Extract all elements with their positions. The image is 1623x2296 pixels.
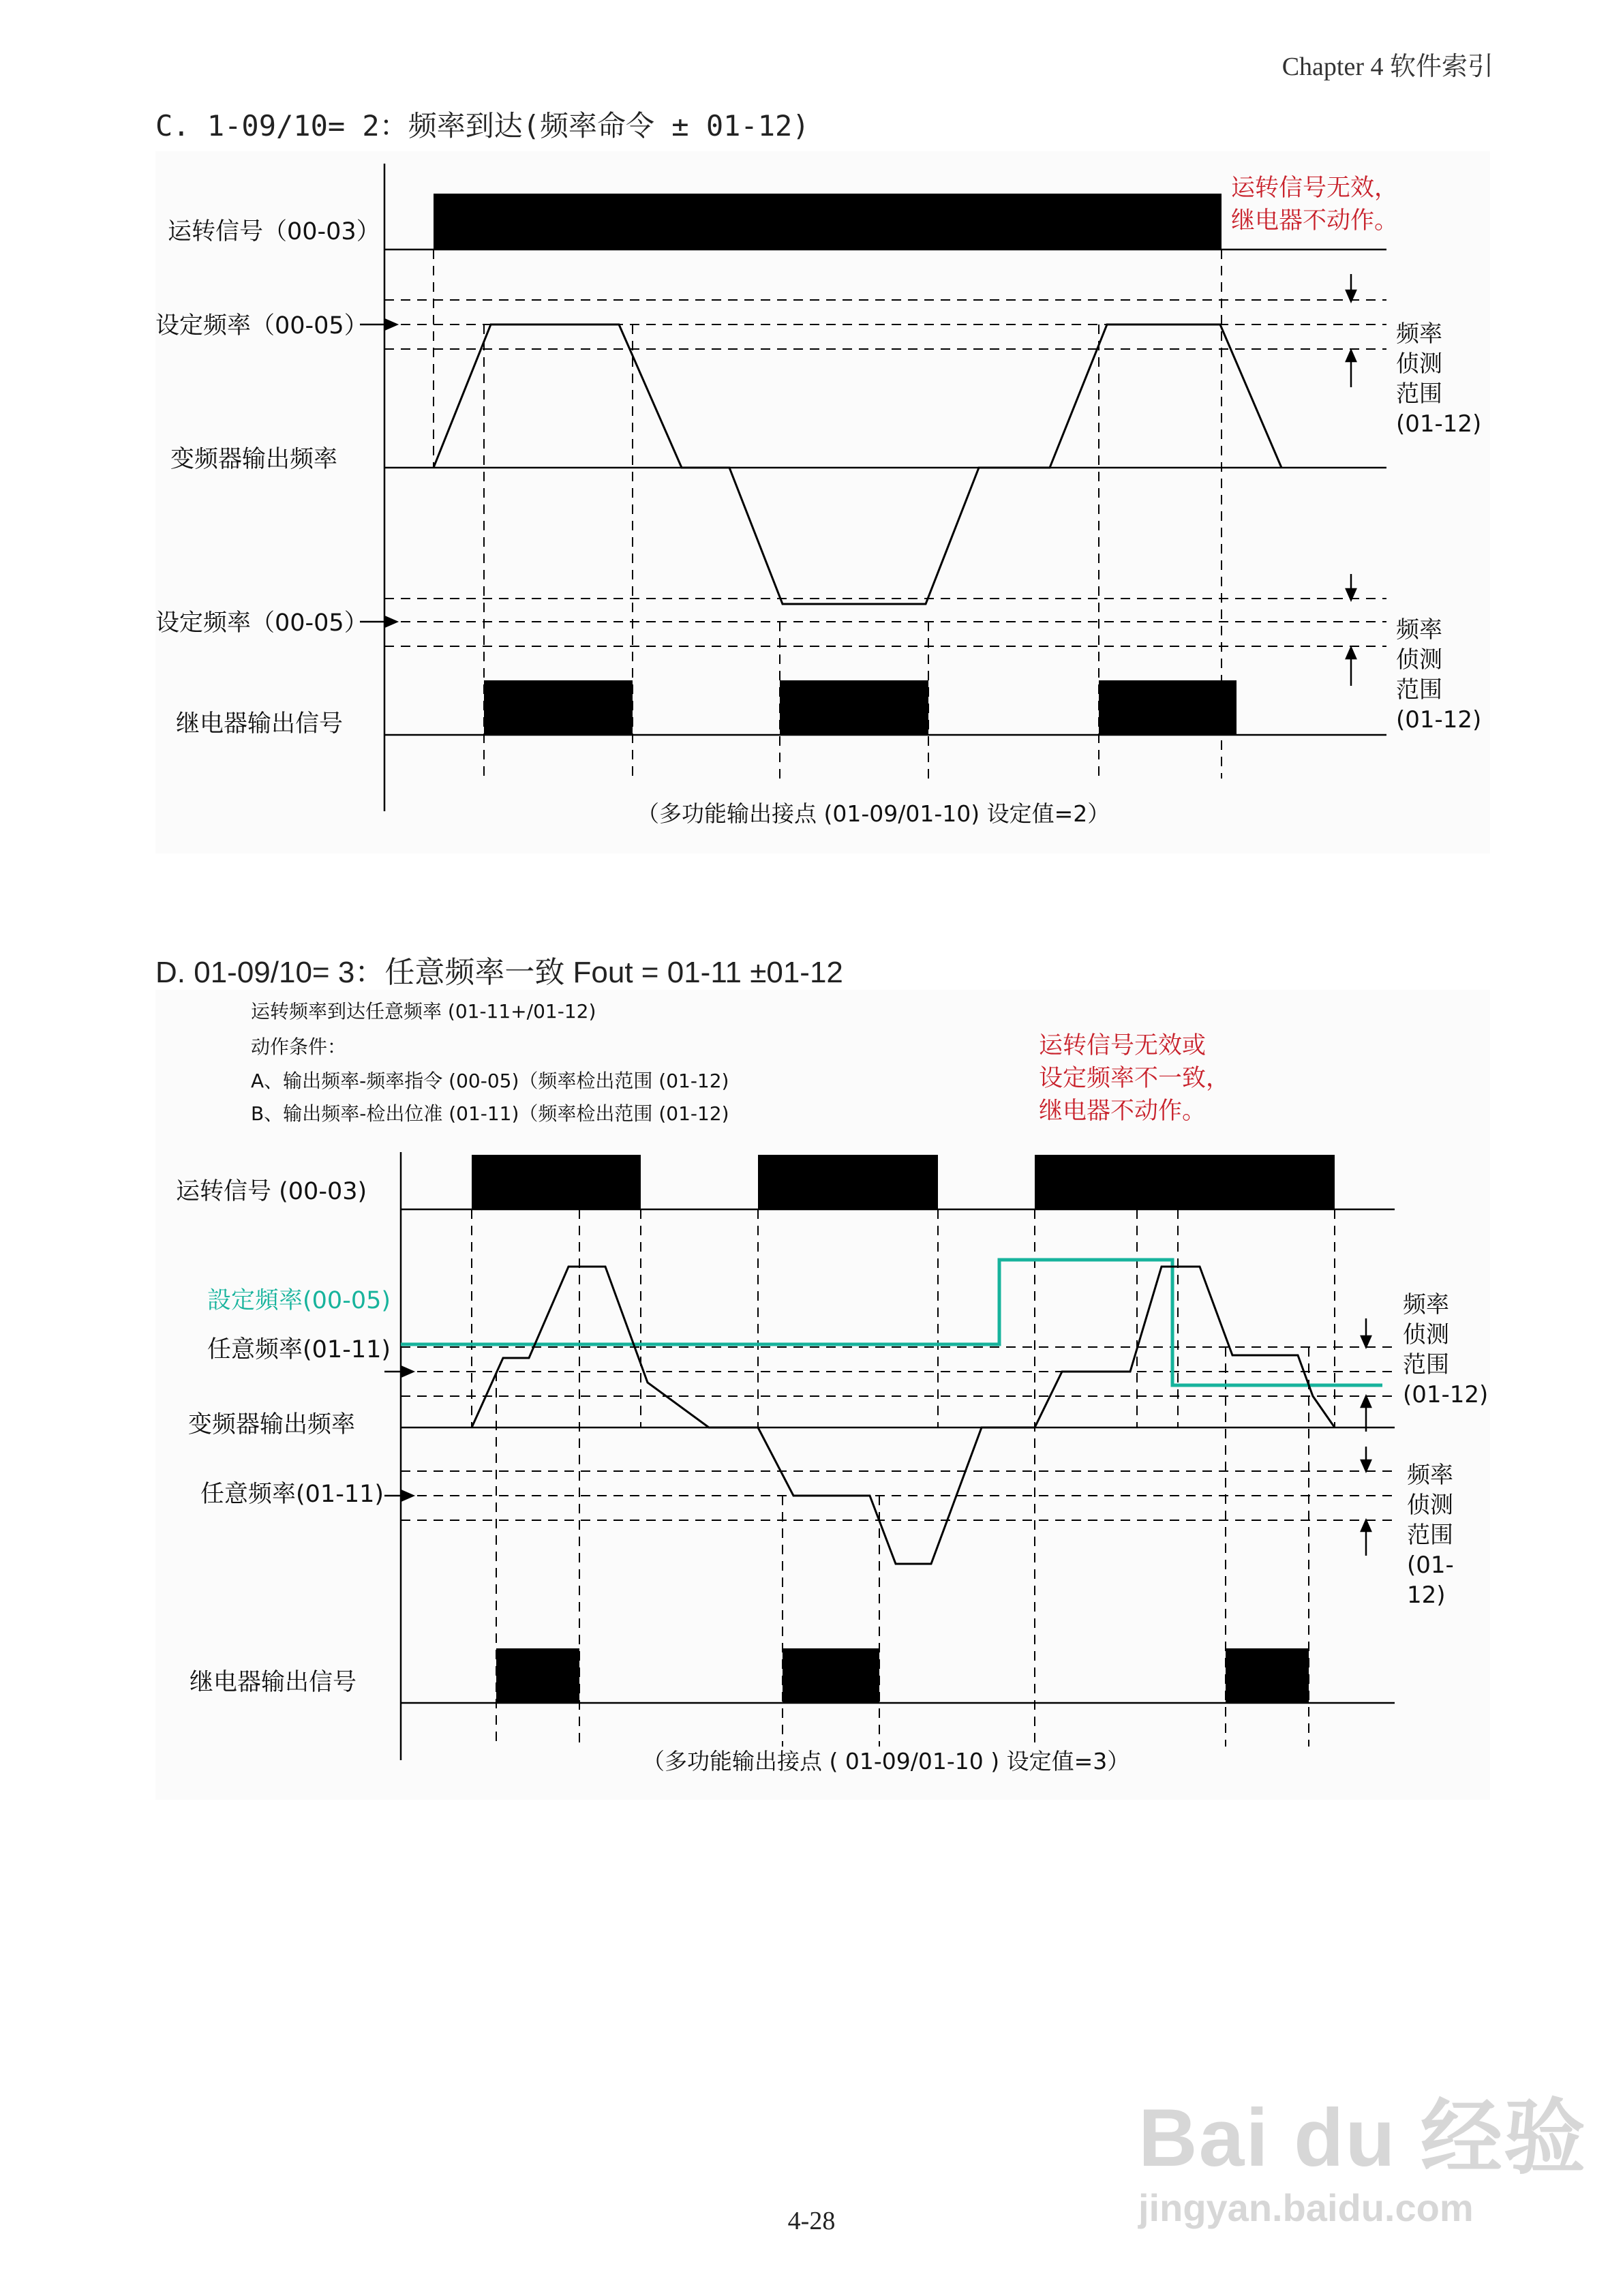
condition-heading: 运转频率到达任意频率 (01-11+/01-12)	[251, 1000, 596, 1023]
run-pulse-2	[758, 1155, 938, 1209]
red-note-c: 运转信号无效， 继电器不动作。	[1231, 175, 1399, 235]
caption-c: （多功能输出接点 (01-09/01-10) 设定值=2）	[637, 800, 1110, 827]
relay-signal-label-d: 继电器输出信号	[189, 1669, 357, 1696]
page-header: Chapter 4 软件索引	[1281, 52, 1493, 81]
relay-pulse-3	[1099, 680, 1237, 735]
relay-pulse-1	[484, 680, 633, 735]
timing-diagram-d	[155, 990, 1490, 1800]
page-number: 4-28	[787, 2207, 836, 2235]
timing-diagram-c-graphic	[155, 151, 1490, 854]
red-note-d: 运转信号无效或 设定频率不一致， 继电器不动作。	[1039, 1032, 1230, 1125]
detection-range-label-d-bottom: 频率 侦测 范围 (01-12)	[1407, 1462, 1454, 1609]
detection-range-label-c-top: 频率 侦测 范围 (01-12)	[1396, 320, 1482, 438]
set-frequency-label-top: 设定频率（00-05）	[155, 312, 368, 339]
condition-a: A、输出频率-频率指令 (00-05)（频率检出范围 (01-12)	[251, 1070, 729, 1092]
output-frequency-label: 变频器输出频率	[170, 446, 338, 473]
timing-diagram-c	[155, 151, 1490, 854]
watermark-brand: Bai du 经验	[1138, 2092, 1588, 2184]
output-frequency-trace	[434, 324, 1281, 604]
caption-d: （多功能输出接点 ( 01-09/01-10 ) 设定值=3）	[642, 1748, 1130, 1774]
run-signal-pulse	[434, 194, 1222, 250]
condition-label: 动作条件：	[251, 1036, 347, 1058]
section-d-title: D. 01-09/10= 3：任意频率一致 Fout = 01-11 ±01-12	[155, 956, 843, 989]
run-signal-label: 运转信号（00-03）	[168, 218, 380, 245]
section-c-title: C. 1-09/10= 2：频率到达(频率命令 ± 01-12)	[155, 109, 810, 142]
set-frequency-label-d: 設定頻率(00-05)	[207, 1287, 391, 1314]
watermark-url: jingyan.baidu.com	[1138, 2186, 1474, 2229]
any-frequency-label-top: 任意频率(01-11)	[207, 1336, 391, 1363]
run-pulse-3	[1035, 1155, 1335, 1209]
set-frequency-label-bottom: 设定频率（00-05）	[155, 609, 368, 637]
set-frequency-trace	[401, 1260, 1382, 1385]
relay-pulse-d3	[1226, 1648, 1309, 1703]
relay-pulse-2	[780, 680, 928, 735]
detection-range-label-d-top: 频率 侦测 范围 (01-12)	[1403, 1291, 1489, 1408]
relay-pulse-d2	[783, 1648, 879, 1703]
run-signal-label-d: 运转信号 (00-03)	[176, 1178, 367, 1205]
relay-signal-label: 继电器输出信号	[176, 710, 344, 738]
detection-range-label-c-bottom: 频率 侦测 范围 (01-12)	[1396, 616, 1482, 734]
any-frequency-label-bottom: 任意频率(01-11)	[200, 1481, 384, 1508]
relay-pulse-d1	[496, 1648, 579, 1703]
condition-b: B、输出频率-检出位准 (01-11)（频率检出范围 (01-12)	[251, 1102, 729, 1125]
output-frequency-label-d: 变频器输出频率	[188, 1411, 356, 1438]
run-pulse-1	[472, 1155, 641, 1209]
